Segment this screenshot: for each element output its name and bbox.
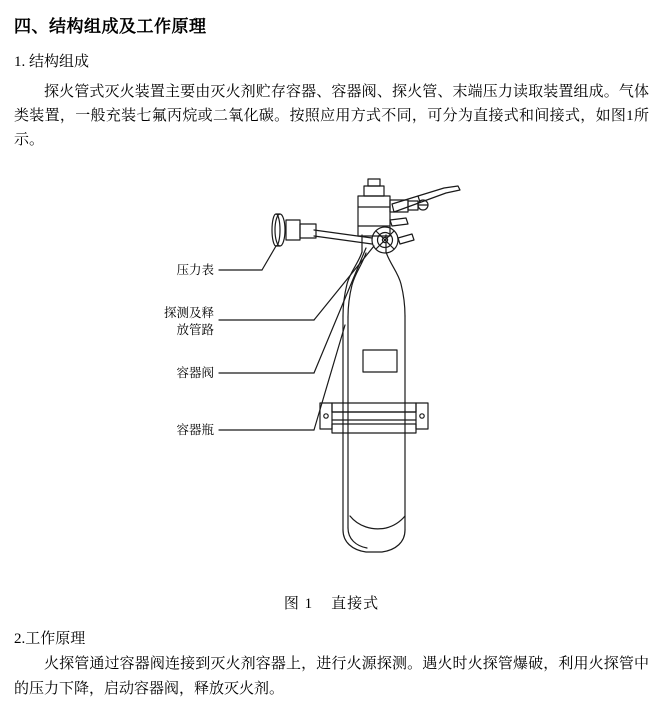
- label-container-valve: 容器阀: [176, 366, 214, 381]
- page-title: 四、结构组成及工作原理: [14, 17, 207, 36]
- figure-caption-text: 直接式: [331, 596, 380, 613]
- label-detection-release-tube-line1: 探测及释: [163, 306, 214, 321]
- figure-caption: [14, 592, 649, 613]
- figure-drawing: [14, 160, 649, 590]
- label-pressure-gauge: 压力表: [176, 263, 214, 278]
- label-detection-release-tube-line2: 放管路: [176, 323, 214, 338]
- label-container-bottle: 容器瓶: [176, 423, 214, 438]
- section-1-body: 探火管式灭火装置主要由灭火剂贮存容器、容器阀、探火管、末端压力读取装置组成。气体类装置，一般充装七氟丙烷或二氧化碳。按照应用方式不同，可分为直接式和间接式，如图1所示。: [14, 83, 649, 149]
- section-1-title: 1. 结构组成: [14, 54, 90, 70]
- section-2-title: 2.工作原理: [14, 631, 86, 648]
- figure-1: [14, 160, 649, 590]
- section-2-body: 火探管通过容器阀连接到灭火剂容器上，进行火源探测。遇火时火探管爆破，利用火探管中的压力下降，启动容器阀，释放灭火剂。: [14, 656, 649, 697]
- figure-caption-label: 图 1: [283, 596, 314, 613]
